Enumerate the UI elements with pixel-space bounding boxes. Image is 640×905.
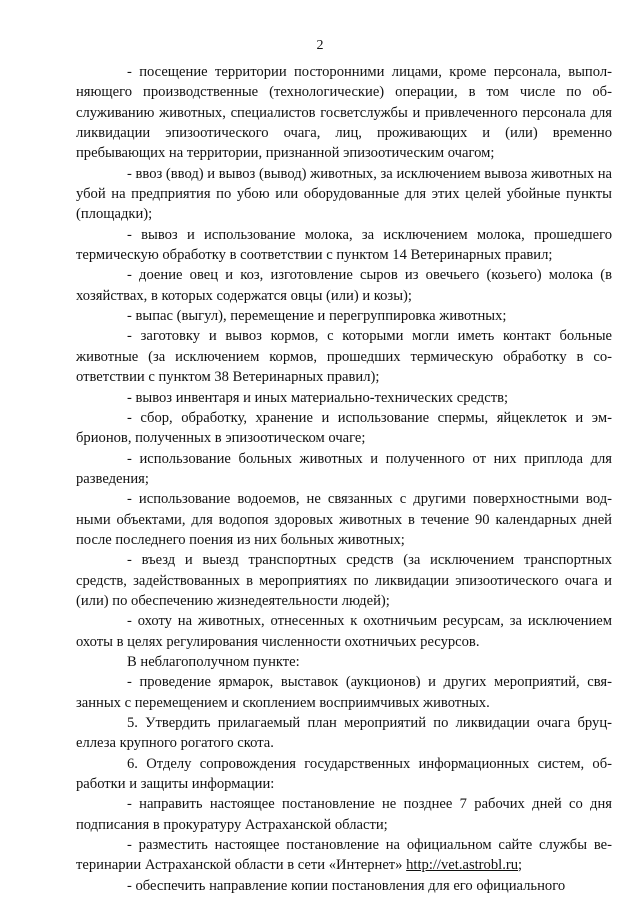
paragraph-equipment-ban: - вывоз инвентаря и иных материально-технических средств;: [127, 389, 509, 406]
paragraph-hunting-ban: - охоту на животных, отнесенных к охотничьим ресурсам, за исключением охоты в целях регулирования численности охотничьих ресурсов.: [76, 613, 612, 650]
website-suffix: ;: [518, 857, 523, 874]
paragraph-milk-ban: - вывоз и использование молока, за исключением молока, прошедшего термическую обработку в соответствии с пунктом 14 Ветеринарных правил;: [76, 226, 612, 264]
paragraph-official-copy: - обеспечить направление копии постановления для его официального: [127, 877, 566, 894]
paragraph-water-ban: - использование водоемов, не связанных с другими поверхностными водными объектами, для водопоя здоровых животных в течение 90 календарных дней после последнего поения из них больных животных;: [76, 491, 612, 548]
paragraph-visitors-ban: - посещение территории посторонними лицами, кроме персонала, выполняющего производственные (технологические) операции, в том числе по обслуживанию животных, специалистов госветслужбы и привлеченного персонала для ликвидации эпизоотического очага, лиц, проживающих и (или) временно пребывающих на территории, признанной эпизоотическим очагом;: [76, 64, 612, 162]
paragraph-website: [76, 835, 612, 876]
document-body: [76, 62, 612, 896]
website-link[interactable]: http://vet.astrobl.ru: [406, 857, 518, 874]
website-text: - разместить настоящее постановление на официальном сайте службы ветеринарии Астраханской области в сети «Интернет»: [76, 837, 612, 874]
paragraph-animal-transport-ban: - ввоз (ввод) и вывоз (вывод) животных, за исключением вывоза животных на убой на предприятия по убою или оборудованные для этих целей убойные пункты (площадки);: [76, 165, 612, 223]
paragraph-fairs-ban: - проведение ярмарок, выставок (аукционов) и других мероприятий, связанных с перемещением и скоплением восприимчивых животных.: [76, 674, 612, 711]
paragraph-sperm-ban: - сбор, обработку, хранение и использование спермы, яйцеклеток и эмбрионов, полученных в эпизоотическом очаге;: [76, 409, 612, 447]
paragraph-item-5: 5. Утвердить прилагаемый план мероприятий по ликвидации очага бруцеллеза крупного рогатого скота.: [76, 715, 612, 752]
paragraph-prosecutor: - направить настоящее постановление не позднее 7 рабочих дней со дня подписания в прокуратуру Астраханской области;: [76, 796, 612, 833]
paragraph-feed-ban: - заготовку и вывоз кормов, с которыми могли иметь контакт больные животные (за исключением кормов, прошедших термическую обработку в соответствии с пунктом 38 Ветеринарных правил);: [76, 328, 612, 386]
page-number: 2: [316, 38, 324, 53]
paragraph-unfavorable-point-heading: В неблагополучном пункте:: [127, 653, 300, 670]
paragraph-milking-ban: - доение овец и коз, изготовление сыров из овечьего (козьего) молока (в хозяйствах, в которых содержатся овцы (или) и козы);: [76, 267, 612, 304]
paragraph-item-6: 6. Отделу сопровождения государственных информационных систем, обработки и защиты информации:: [76, 755, 612, 793]
paragraph-grazing-ban: - выпас (выгул), перемещение и перегруппировка животных;: [127, 308, 507, 325]
paragraph-breeding-ban: - использование больных животных и полученного от них приплода для разведения;: [76, 450, 612, 487]
paragraph-vehicles-ban: - въезд и выезд транспортных средств (за исключением транспортных средств, задействованных в мероприятиях по ликвидации эпизоотического очага и (или) по обеспечению жизнедеятельности людей);: [76, 552, 612, 609]
